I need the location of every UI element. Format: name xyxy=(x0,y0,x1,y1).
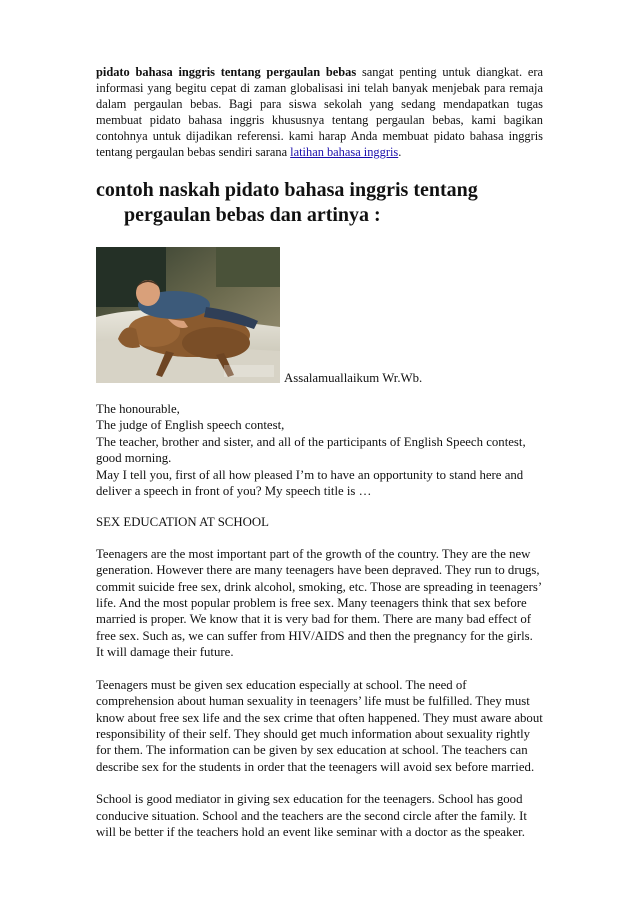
photo-row xyxy=(96,247,543,389)
intro-paragraph xyxy=(96,64,543,160)
body-paragraph: Teenagers must be given sex education especially at school. The need of comprehension about human sexuality in teenagers’ life must be fulfilled. They must know about free sex life and the sex crime that often happened. They must aware about responsibility of their self. They should get much information about sexuality rightly for them. The information can be given by sex education at school. The teachers can describe sex for the students in order that the teenagers will avoid sex before married. xyxy=(96,677,543,774)
article-photo xyxy=(96,247,280,383)
body-paragraph: School is good mediator in giving sex education for the teenagers. School has good conducive situation. School and the teachers are the second circle after the family. It will be better if the teachers hold an event like seminar with a doctor as the speaker. xyxy=(96,792,527,839)
opening-line: The teacher, brother and sister, and all of the participants of English Speech contest, xyxy=(96,434,526,449)
intro-bold-lead: pidato bahasa inggris tentang pergaulan bebas xyxy=(96,65,357,79)
article-heading: contoh naskah pidato bahasa inggris tentang pergaulan bebas dan artinya : xyxy=(96,179,478,226)
opening-line: The judge of English speech contest, xyxy=(96,418,285,433)
intro-text: sangat penting untuk diangkat. era informasi yang begitu cepat di zaman globalisasi ini telah banyak menjebak para remaja dalam pergaulan bebas. Bagi para siswa sekolah yang sedang mendapatkan tugas membuat pidato bahasa inggris khususnya tentang pergaulan bebas, kami bagikan contohnya untuk dijadikan referensi. kami harap Anda membuat pidato bahasa inggris tentang pergaulan bebas sendiri sarana xyxy=(96,65,543,159)
opening-block xyxy=(96,401,543,499)
latihan-link[interactable]: latihan bahasa inggris xyxy=(290,145,399,159)
intro-end: . xyxy=(398,145,402,159)
opening-line: May I tell you, first of all how pleased I’m to have an opportunity to stand here and deliver a speech in front of you? My speech title is … xyxy=(96,467,524,499)
speech-title: SEX EDUCATION AT SCHOOL xyxy=(96,515,269,530)
opening-line: The honourable, xyxy=(96,402,180,416)
opening-line: good morning. xyxy=(96,451,172,466)
document-page xyxy=(96,64,543,840)
body-paragraph: Teenagers are the most important part of the growth of the country. They are the new generation. However there are many teenagers have been depraved. They run to drugs, commit suicide free sex, drink alcohol, smoking, etc. Those are spreading in teenagers’ life. And the most popular problem is free sex. Many teenagers think that sex before married is proper. We know that it is very bad for them. There are many bad effect of free sex. Such as, we can suffer from HIV/AIDS and then the pregnancy for the girls. It will damage their future. xyxy=(96,546,542,660)
greeting-text: Assalamuallaikum Wr.Wb. xyxy=(284,371,423,385)
